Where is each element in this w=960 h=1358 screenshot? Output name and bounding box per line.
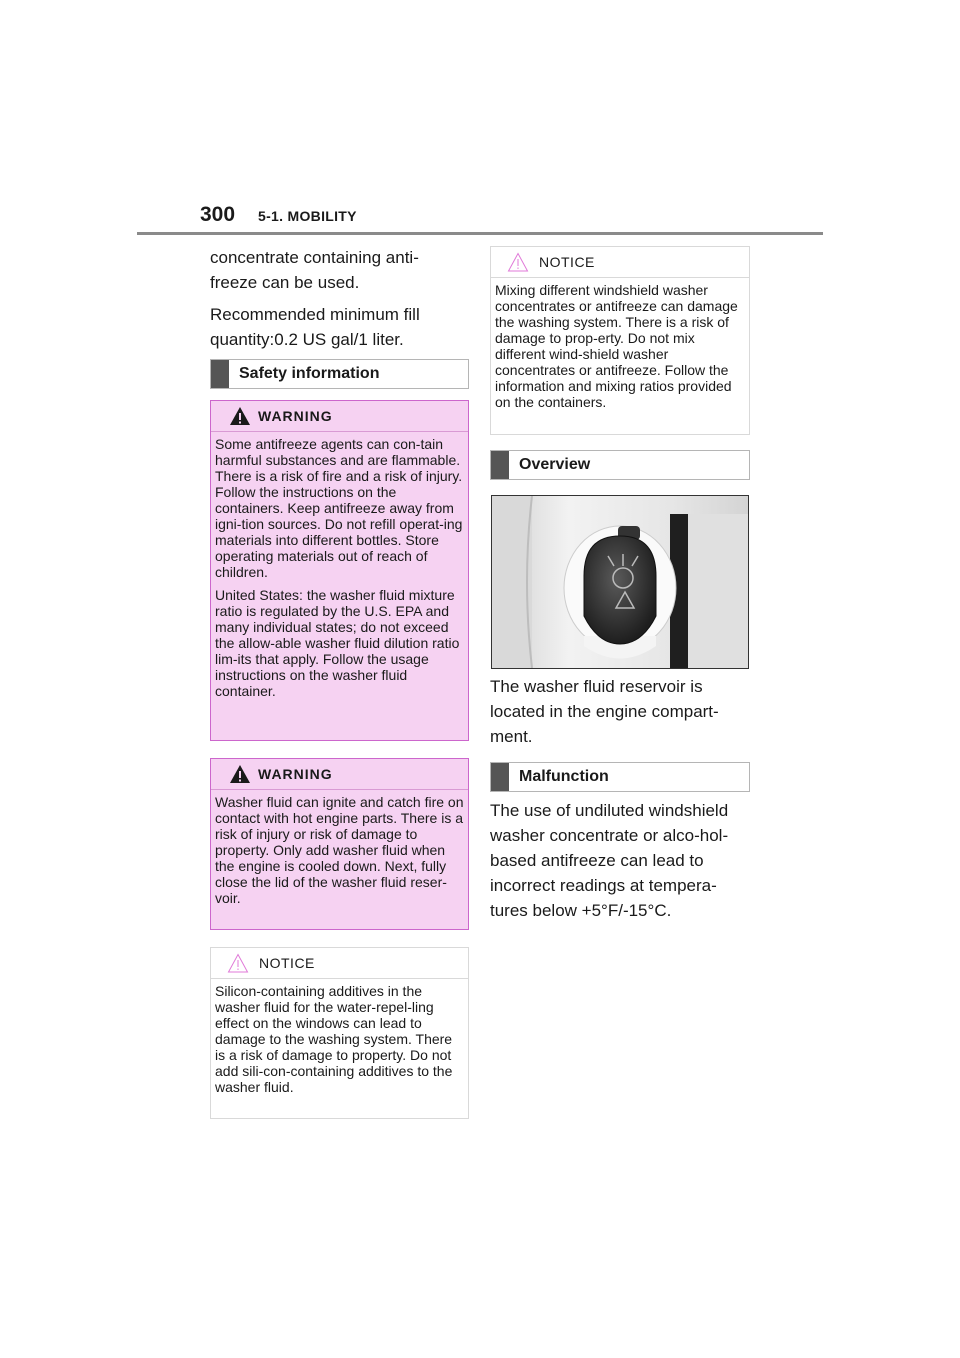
heading-label: Malfunction bbox=[519, 768, 609, 785]
warning-title-row bbox=[211, 759, 468, 790]
warning-paragraph: Washer fluid can ignite and catch fire on contact with hot engine parts. There is a risk of injury or risk of damage to property. Only add washer fluid when the engine is cooled down. Next, fully close the lid of the washer fluid reser-voir. bbox=[215, 794, 464, 906]
notice-triangle-icon bbox=[227, 953, 249, 973]
heading-label: Safety information bbox=[239, 365, 380, 382]
warning-title: WARNING bbox=[258, 766, 333, 782]
warning-paragraph: Some antifreeze agents can con-tain harmful substances and are flammable. There is a risk of fire and a risk of injury. Follow the instructions on the containers. Keep antifreeze away from igni-tion sources. Do not refill operat-ing materials into different bottles. Store operating materials out of reach of children. bbox=[215, 436, 463, 580]
warning-content bbox=[211, 432, 468, 712]
safety-information-heading bbox=[210, 359, 469, 389]
notice-box-mixing bbox=[490, 246, 750, 435]
warning-title: WARNING bbox=[258, 408, 333, 424]
heading-label: Overview bbox=[519, 456, 591, 473]
intro-text bbox=[210, 245, 469, 352]
notice-title: NOTICE bbox=[259, 955, 315, 971]
notice-title: NOTICE bbox=[539, 254, 595, 270]
warning-paragraph: United States: the washer fluid mixture ratio is regulated by the U.S. EPA and many individual states; do not exceed the allow-able washer fluid dilution ratio lim-its that apply. Follow the usage instructions on the washer fluid container. bbox=[215, 587, 460, 699]
warning-title-row bbox=[211, 401, 468, 432]
notice-box-silicon bbox=[210, 947, 469, 1119]
notice-paragraph: Silicon-containing additives in the washer fluid for the water-repel-ling effect on the windows can lead to damage to the washing system. There is a risk of damage to property. Do not add sili-con-containing additives to the washer fluid. bbox=[215, 983, 453, 1095]
malfunction-heading bbox=[490, 762, 750, 792]
notice-title-row bbox=[211, 948, 468, 979]
heading-bar bbox=[491, 763, 509, 791]
warning-triangle-icon bbox=[229, 764, 251, 784]
section-title: 5-1. MOBILITY bbox=[258, 208, 357, 224]
notice-triangle-icon bbox=[507, 252, 529, 272]
notice-title-row bbox=[491, 247, 749, 278]
washer-reservoir-photo bbox=[491, 495, 749, 669]
notice-content bbox=[491, 278, 749, 416]
intro-paragraph-1: concentrate containing anti-freeze can be used. bbox=[210, 248, 419, 292]
page-number: 300 bbox=[200, 203, 236, 226]
warning-triangle-icon bbox=[229, 406, 251, 426]
intro-paragraph-2: Recommended minimum fill quantity:0.2 US gal/1 liter. bbox=[210, 305, 420, 349]
malfunction-text bbox=[490, 798, 750, 923]
overview-heading bbox=[490, 450, 750, 480]
header-rule bbox=[137, 232, 823, 235]
reservoir-cap-illustration bbox=[492, 496, 748, 668]
overview-paragraph: The washer fluid reservoir is located in the engine compart-ment. bbox=[490, 677, 719, 746]
overview-text bbox=[490, 674, 750, 749]
warning-box-antifreeze bbox=[210, 400, 469, 741]
warning-content bbox=[211, 790, 468, 919]
malfunction-paragraph: The use of undiluted windshield washer concentrate or alco-hol-based antifreeze can lead to incorrect readings at tempera-tures below +5°F/-15°C. bbox=[490, 801, 729, 920]
heading-bar bbox=[211, 360, 229, 388]
heading-bar bbox=[491, 451, 509, 479]
notice-paragraph: Mixing different windshield washer concentrates or antifreeze can damage the washing system. There is a risk of damage to prop-erty. Do not mix different wind-shield washer concentrates or antifreeze. Follow the information and mixing ratios provided on the containers. bbox=[495, 282, 738, 410]
warning-box-fire bbox=[210, 758, 469, 930]
notice-content bbox=[211, 979, 468, 1101]
